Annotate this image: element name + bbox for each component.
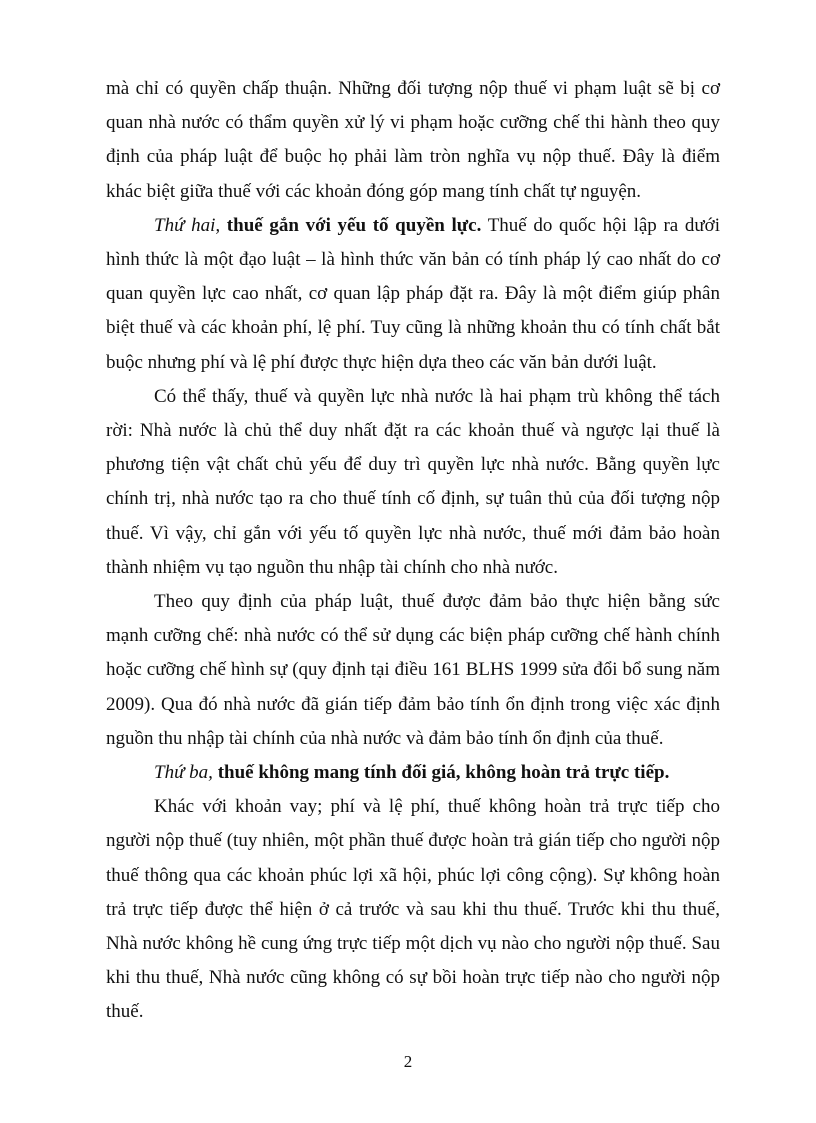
paragraph-third-point — [106, 756, 720, 790]
paragraph-text: Khác với khoản vay; phí và lệ phí, thuế không hoàn trả trực tiếp cho người nộp thuế (tuy nhiên, một phần thuế được hoàn trả gián tiếp cho người nộp thuế thông qua các khoản phúc lợi xã hội, phúc lợi công cộng). Sự không hoàn trả trực tiếp được thể hiện ở cả trước và sau khi thu thuế. Trước khi thu thuế, Nhà nước không hề cung ứng trực tiếp một dịch vụ nào cho người nộp thuế. Sau khi thu thuế, Nhà nước cũng không có sự bồi hoàn trực tiếp nào cho người nộp thuế. — [106, 796, 720, 1023]
page-body — [106, 72, 720, 1030]
paragraph-text: Có thể thấy, thuế và quyền lực nhà nước là hai phạm trù không thể tách rời: Nhà nước là chủ thể duy nhất đặt ra các khoản thuế và ngược lại thuế là phương tiện vật chất chủ yếu để duy trì quyền lực nhà nước. Bằng quyền lực chính trị, nhà nước tạo ra cho thuế tính cố định, sự tuân thủ của đối tượng nộp thuế. Vì vậy, chỉ gắn với yếu tố quyền lực nhà nước, thuế mới đảm bảo hoàn thành nhiệm vụ tạo nguồn thu nhập tài chính cho nhà nước. — [106, 385, 720, 578]
paragraph-lead: Thứ ba, — [154, 762, 213, 784]
paragraph-non-refundable — [106, 790, 720, 1029]
paragraph-text: Thuế do quốc hội lập ra dưới hình thức là một đạo luật – là hình thức văn bản có tính pháp lý cao nhất do cơ quan quyền lực cao nhất, cơ quan lập pháp đặt ra. Đây là một điểm giúp phân biệt thuế và các khoản phí, lệ phí. Tuy cũng là những khoản thu có tính chất bắt buộc nhưng phí và lệ phí được thực hiện dựa theo các văn bản dưới luật. — [106, 214, 720, 373]
paragraph-continuation — [106, 72, 720, 209]
paragraph-text: mà chỉ có quyền chấp thuận. Những đối tượng nộp thuế vi phạm luật sẽ bị cơ quan nhà nước có thẩm quyền xử lý vi phạm hoặc cưỡng chế thi hành theo quy định của pháp luật để buộc họ phải làm tròn nghĩa vụ nộp thuế. Đây là điểm khác biệt giữa thuế với các khoản đóng góp mang tính chất tự nguyện. — [106, 78, 720, 202]
page-number: 2 — [403, 1052, 413, 1071]
paragraph-tax-and-power — [106, 380, 720, 585]
paragraph-heading: thuế không mang tính đối giá, không hoàn trả trực tiếp. — [217, 762, 670, 784]
paragraph-heading: thuế gắn với yếu tố quyền lực. — [226, 214, 482, 236]
paragraph-second-point — [106, 209, 720, 380]
paragraph-text: Theo quy định của pháp luật, thuế được đảm bảo thực hiện bằng sức mạnh cưỡng chế: nhà nước có thể sử dụng các biện pháp cưỡng chế hành chính hoặc cưỡng chế hình sự (quy định tại điều 161 BLHS 1999 sửa đổi bổ sung năm 2009). Qua đó nhà nước đã gián tiếp đảm bảo tính ổn định trong việc xác định nguồn thu nhập tài chính của nhà nước và đảm bảo tính ổn định của thuế. — [106, 591, 720, 749]
paragraph-lead: Thứ hai, — [154, 214, 221, 236]
paragraph-enforcement — [106, 585, 720, 756]
